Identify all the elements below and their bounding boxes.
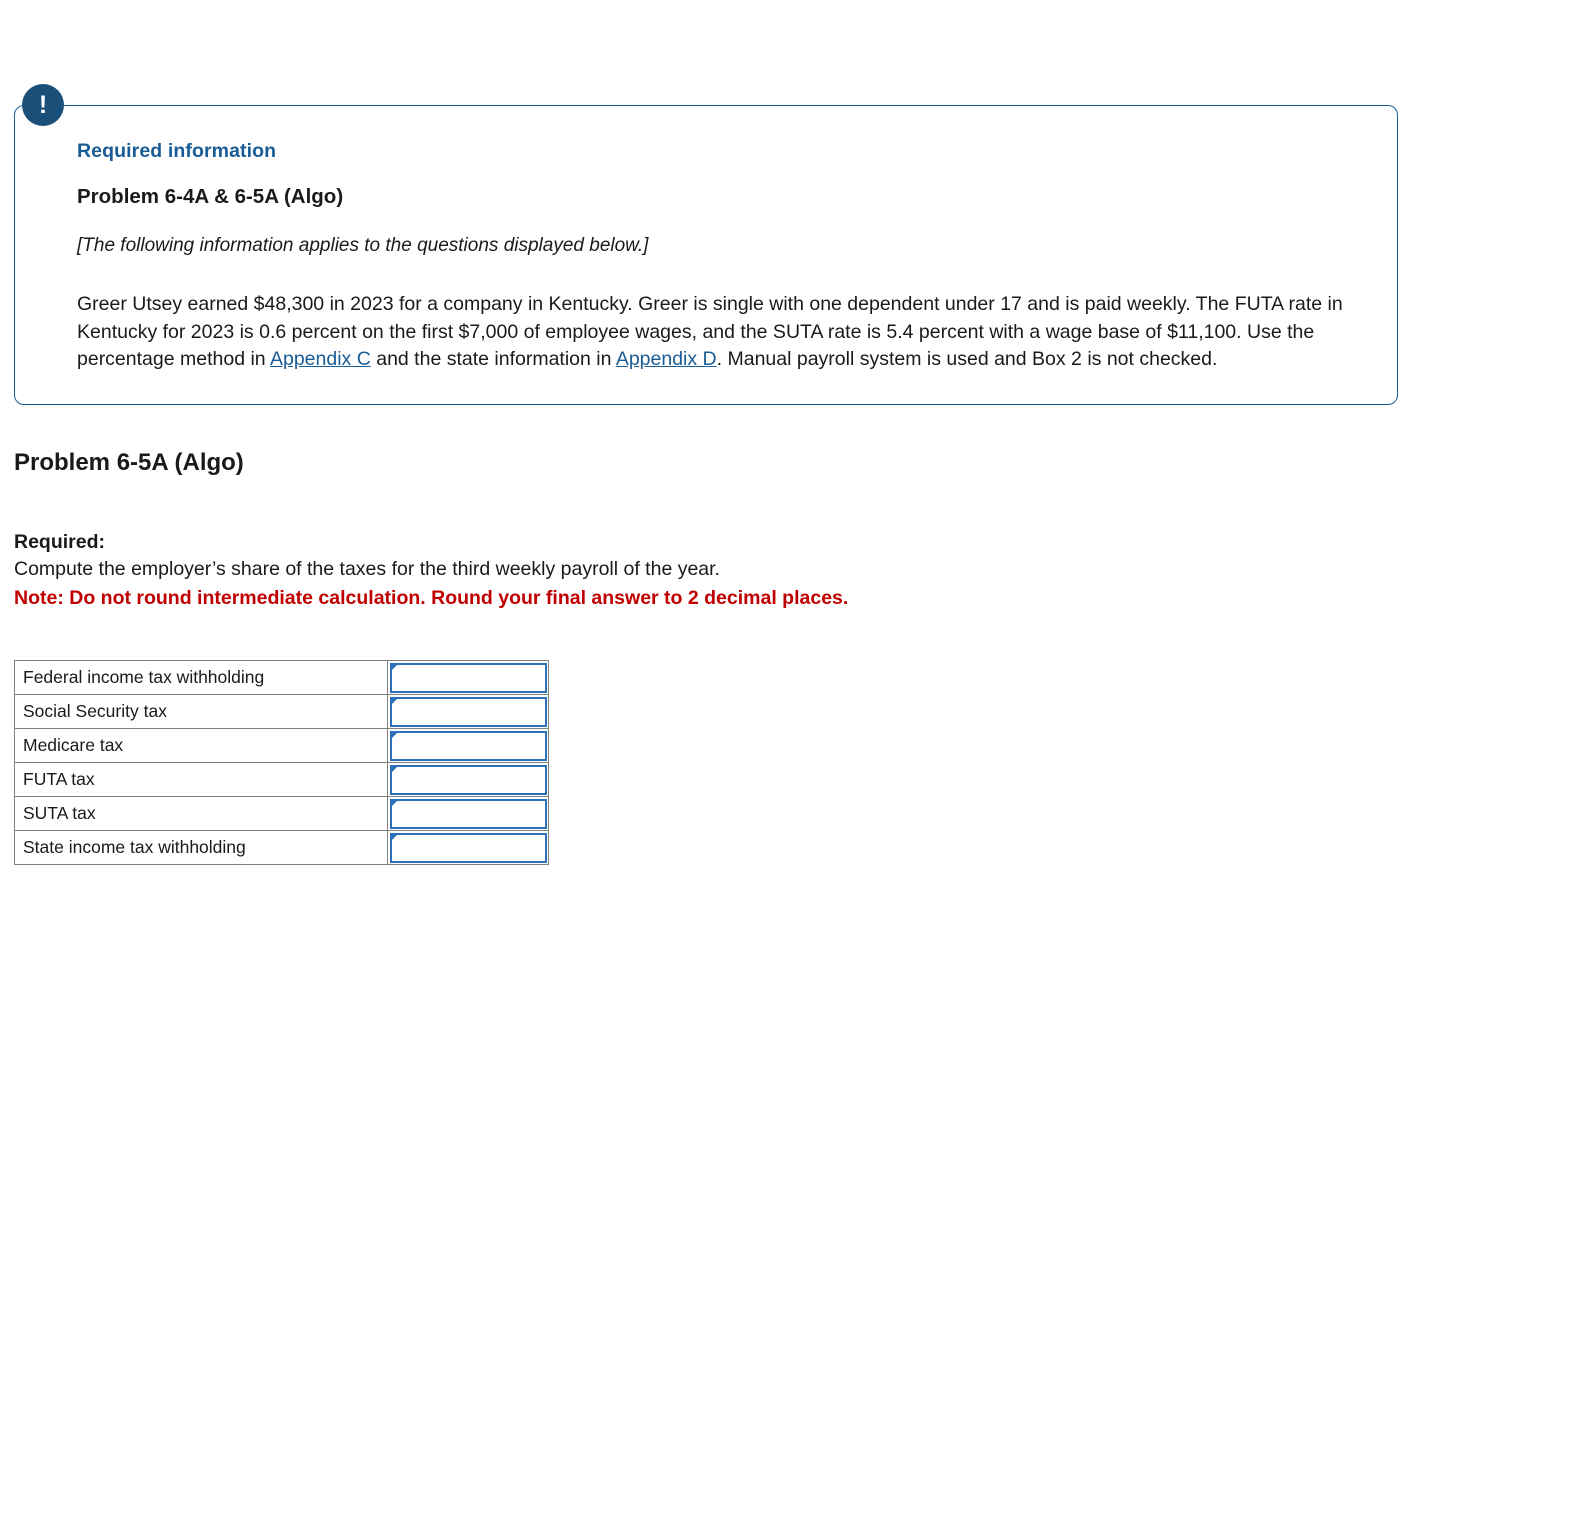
row-label-suta-tax: SUTA tax: [15, 797, 388, 831]
exclamation-icon: !: [22, 84, 64, 126]
answer-input-federal-income-tax-withholding[interactable]: [390, 663, 547, 693]
input-cell[interactable]: [388, 831, 549, 865]
answer-input-suta-tax[interactable]: [390, 799, 547, 829]
input-cell[interactable]: [388, 763, 549, 797]
problem-body-part2: and the state information in: [370, 348, 616, 371]
problem-title: Problem 6-4A & 6-5A (Algo): [77, 185, 344, 208]
required-section: [14, 531, 1588, 610]
appendix-d-link[interactable]: Appendix D: [615, 348, 717, 371]
required-label: Required:: [14, 531, 106, 554]
answer-input-state-income-tax-withholding[interactable]: [390, 833, 547, 863]
required-information-label: Required information: [77, 140, 277, 162]
row-label-futa-tax: FUTA tax: [15, 763, 388, 797]
problem-body-part1: Greer Utsey earned $48,300 in 2023 for a company in Kentucky. Greer is single with one dependent under 17 and is paid weekly. The FUTA rate in Kentucky for 2023 is 0.6 percent on the first $7,000 of employee wages, and the SUTA rate is 5.4 percent with a wage base of $11,100. Use the percentage method in: [77, 293, 1343, 371]
problem-body: [77, 291, 1357, 374]
rounding-note: Note: Do not round intermediate calculation. Round your final answer to 2 decimal places.: [14, 587, 849, 610]
answer-table-body: [15, 661, 549, 865]
table-row: [15, 763, 549, 797]
table-row: [15, 797, 549, 831]
row-label-medicare-tax: Medicare tax: [15, 729, 388, 763]
table-row: [15, 831, 549, 865]
required-instruction: Compute the employer’s share of the taxes for the third weekly payroll of the year.: [14, 558, 720, 581]
callout-body: [14, 105, 1398, 405]
answer-input-futa-tax[interactable]: [390, 765, 547, 795]
required-information-callout: [14, 91, 1398, 405]
row-label-social-security-tax: Social Security tax: [15, 695, 388, 729]
answer-table: [14, 660, 549, 865]
input-cell[interactable]: [388, 729, 549, 763]
page-root: [0, 91, 1588, 1521]
answer-input-social-security-tax[interactable]: [390, 697, 547, 727]
problem-body-part3: . Manual payroll system is used and Box 2 is not checked.: [716, 348, 1218, 371]
page-title: Problem 6-5A (Algo): [14, 449, 244, 477]
input-cell[interactable]: [388, 797, 549, 831]
input-cell[interactable]: [388, 695, 549, 729]
table-row: [15, 729, 549, 763]
input-cell[interactable]: [388, 661, 549, 695]
table-row: [15, 661, 549, 695]
appendix-c-link[interactable]: Appendix C: [269, 348, 371, 371]
applies-note: [The following information applies to the questions displayed below.]: [77, 235, 649, 256]
row-label-state-income-tax-withholding: State income tax withholding: [15, 831, 388, 865]
row-label-federal-income-tax-withholding: Federal income tax withholding: [15, 661, 388, 695]
table-row: [15, 695, 549, 729]
answer-input-medicare-tax[interactable]: [390, 731, 547, 761]
